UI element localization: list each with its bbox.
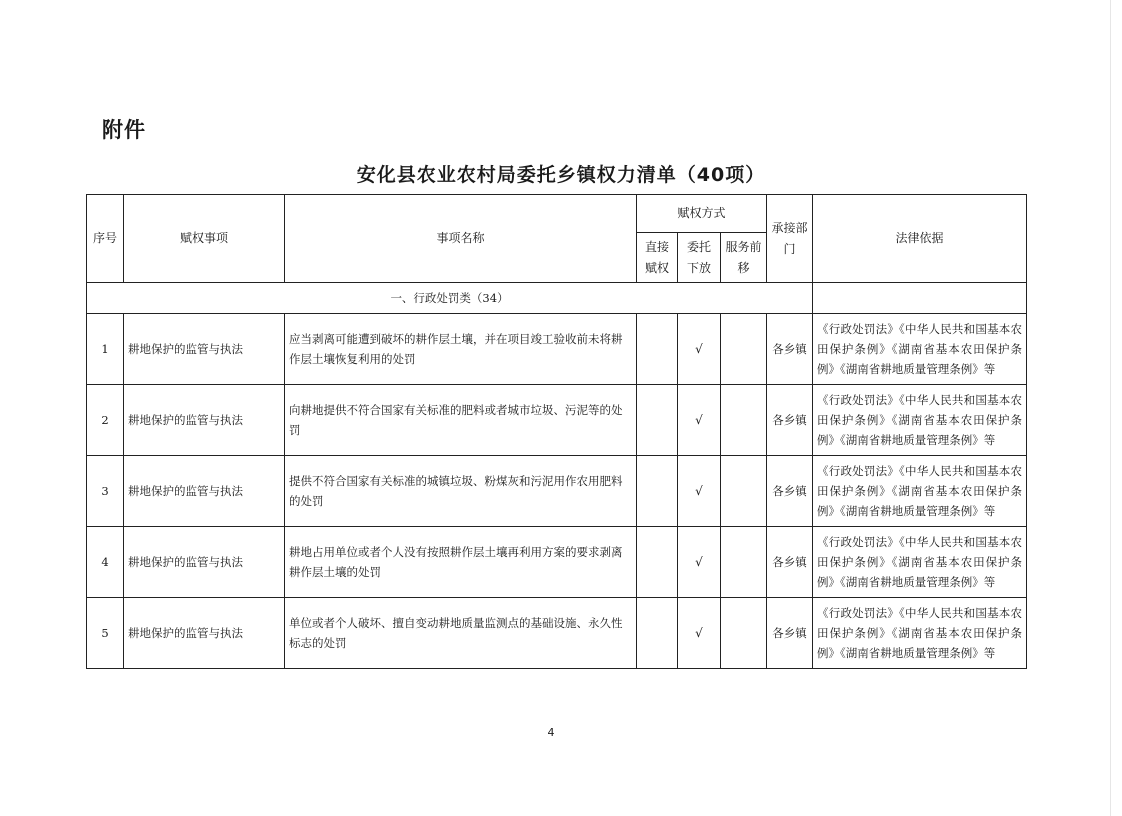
power-list-table (86, 194, 1027, 669)
row-seq: 1 (87, 314, 124, 385)
row-direct (637, 385, 678, 456)
row-dept: 各乡镇 (767, 598, 813, 669)
header-seq: 序号 (87, 195, 124, 283)
row-name: 提供不符合国家有关标准的城镇垃圾、粉煤灰和污泥用作农用肥料的处罚 (285, 456, 637, 527)
row-dept: 各乡镇 (767, 456, 813, 527)
category-law-cell (813, 283, 1027, 314)
header-method: 赋权方式 (637, 195, 767, 233)
table-row (87, 314, 1027, 385)
table-row (87, 527, 1027, 598)
row-service (721, 314, 767, 385)
row-entrust: √ (678, 314, 721, 385)
row-entrust: √ (678, 598, 721, 669)
page-fold-line (1110, 0, 1111, 816)
header-method-entrust: 委托下放 (678, 233, 721, 283)
row-entrust: √ (678, 456, 721, 527)
row-direct (637, 527, 678, 598)
row-service (721, 385, 767, 456)
row-entrust: √ (678, 527, 721, 598)
table-row (87, 385, 1027, 456)
header-method-direct: 直接赋权 (637, 233, 678, 283)
row-seq: 3 (87, 456, 124, 527)
header-dept: 承接部门 (767, 195, 813, 283)
row-name: 耕地占用单位或者个人没有按照耕作层土壤再利用方案的要求剥离耕作层土壤的处罚 (285, 527, 637, 598)
row-direct (637, 598, 678, 669)
header-law: 法律依据 (813, 195, 1027, 283)
row-item: 耕地保护的监管与执法 (124, 385, 285, 456)
header-name: 事项名称 (285, 195, 637, 283)
row-law: 《行政处罚法》《中华人民共和国基本农田保护条例》《湖南省基本农田保护条例》《湖南省耕地质量管理条例》等 (813, 527, 1027, 598)
attachment-label: 附件 (102, 118, 146, 142)
page-number: 4 (547, 726, 555, 739)
row-name: 向耕地提供不符合国家有关标准的肥料或者城市垃圾、污泥等的处罚 (285, 385, 637, 456)
row-seq: 5 (87, 598, 124, 669)
row-law: 《行政处罚法》《中华人民共和国基本农田保护条例》《湖南省基本农田保护条例》《湖南省耕地质量管理条例》等 (813, 314, 1027, 385)
row-direct (637, 314, 678, 385)
row-service (721, 598, 767, 669)
row-law: 《行政处罚法》《中华人民共和国基本农田保护条例》《湖南省基本农田保护条例》《湖南省耕地质量管理条例》等 (813, 456, 1027, 527)
row-item: 耕地保护的监管与执法 (124, 527, 285, 598)
row-name: 应当剥离可能遭到破坏的耕作层土壤，并在项目竣工验收前未将耕作层土壤恢复利用的处罚 (285, 314, 637, 385)
row-dept: 各乡镇 (767, 385, 813, 456)
table-row (87, 456, 1027, 527)
row-direct (637, 456, 678, 527)
row-item: 耕地保护的监管与执法 (124, 314, 285, 385)
row-dept: 各乡镇 (767, 314, 813, 385)
row-seq: 4 (87, 527, 124, 598)
row-item: 耕地保护的监管与执法 (124, 598, 285, 669)
row-service (721, 456, 767, 527)
row-entrust: √ (678, 385, 721, 456)
category-label: 一、行政处罚类（34） (87, 283, 813, 314)
document-title: 安化县农业农村局委托乡镇权力清单（40项） (356, 164, 766, 186)
row-service (721, 527, 767, 598)
header-item: 赋权事项 (124, 195, 285, 283)
header-method-service: 服务前移 (721, 233, 767, 283)
row-item: 耕地保护的监管与执法 (124, 456, 285, 527)
row-dept: 各乡镇 (767, 527, 813, 598)
row-name: 单位或者个人破坏、擅自变动耕地质量监测点的基础设施、永久性标志的处罚 (285, 598, 637, 669)
row-law: 《行政处罚法》《中华人民共和国基本农田保护条例》《湖南省基本农田保护条例》《湖南省耕地质量管理条例》等 (813, 598, 1027, 669)
row-law: 《行政处罚法》《中华人民共和国基本农田保护条例》《湖南省基本农田保护条例》《湖南省耕地质量管理条例》等 (813, 385, 1027, 456)
row-seq: 2 (87, 385, 124, 456)
table-row (87, 598, 1027, 669)
